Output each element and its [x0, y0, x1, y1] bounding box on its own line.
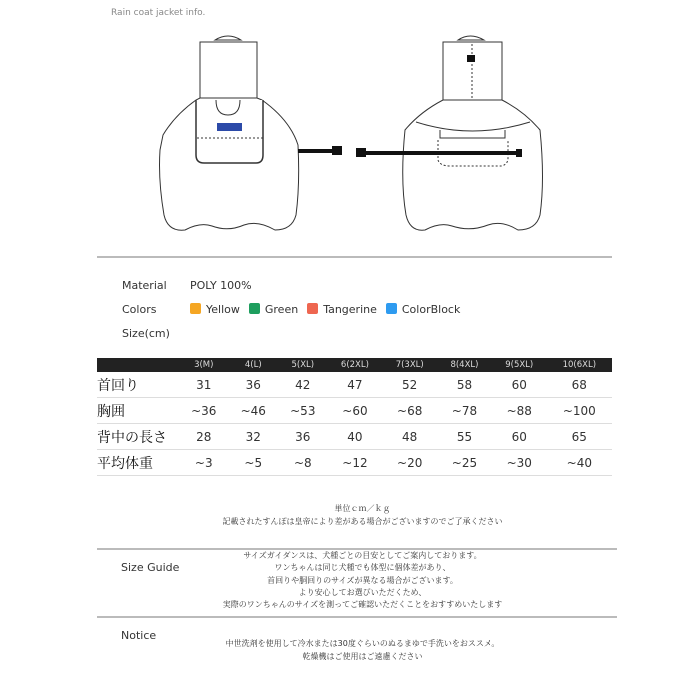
table-cell: ~20	[382, 450, 437, 476]
material-label: Material	[122, 279, 167, 292]
table-cell: ~30	[492, 450, 547, 476]
notice-text	[180, 637, 545, 663]
color-yellow	[190, 303, 240, 316]
size-label: Size(cm)	[122, 327, 170, 340]
disclaimer-text: 記載されたすんぽは皇帝により差がある場合がございますのでご了承ください	[222, 516, 503, 526]
color-name: Tangerine	[323, 303, 377, 316]
table-cell: 65	[547, 424, 612, 450]
divider	[97, 256, 612, 258]
table-cell: ~78	[437, 398, 492, 424]
guide-line: ワンちゃんは同じ犬種でも体型に個体差があり、	[274, 563, 451, 573]
table-cell: ~88	[492, 398, 547, 424]
divider	[97, 616, 617, 618]
row-label: 胸囲	[97, 398, 179, 424]
column-header: 5(XL)	[278, 358, 328, 372]
color-name: Yellow	[206, 303, 240, 316]
table-cell: ~68	[382, 398, 437, 424]
table-cell: 36	[278, 424, 328, 450]
raincoat-illustration	[0, 0, 700, 250]
table-cell: ~25	[437, 450, 492, 476]
table-cell: 68	[547, 372, 612, 398]
table-row	[97, 424, 612, 450]
colors-label: Colors	[122, 303, 157, 316]
back-view-icon	[356, 36, 543, 230]
page-title: Rain coat jacket info.	[111, 8, 206, 18]
table-cell: ~8	[278, 450, 328, 476]
table-cell: ~3	[179, 450, 229, 476]
table-header	[97, 358, 612, 372]
table-row	[97, 450, 612, 476]
table-cell: 60	[492, 372, 547, 398]
table-cell: 40	[328, 424, 383, 450]
column-header: 10(6XL)	[547, 358, 612, 372]
guide-line: より安心してお選びいただくため、	[298, 587, 427, 597]
table-cell: 58	[437, 372, 492, 398]
size-guide-label: Size Guide	[121, 561, 180, 574]
row-label: 背中の長さ	[97, 424, 179, 450]
column-header: 3(M)	[179, 358, 229, 372]
color-name: ColorBlock	[401, 303, 461, 316]
table-cell: ~5	[229, 450, 279, 476]
guide-line: 実際のワンちゃんのサイズを測ってご確認いただくことをおすすめいたします	[222, 600, 503, 610]
table-cell: ~46	[229, 398, 279, 424]
column-header: 4(L)	[229, 358, 279, 372]
tangerine-swatch-icon	[307, 303, 318, 314]
notice-line: 中世洗剤を使用して冷水または30度ぐらいのぬるまゆで手洗いをおススメ。	[225, 639, 500, 648]
table-cell: ~12	[328, 450, 383, 476]
table-cell: 47	[328, 372, 383, 398]
notice-line: 乾燥機はご使用はご遠慮ください	[302, 652, 423, 661]
header-blank	[97, 358, 179, 372]
color-colorblock	[386, 303, 460, 316]
notice-label: Notice	[121, 629, 157, 642]
table-row	[97, 372, 612, 398]
column-header: 7(3XL)	[382, 358, 437, 372]
green-swatch-icon	[249, 303, 260, 314]
table-cell: 55	[437, 424, 492, 450]
colorblock-swatch-icon	[386, 303, 397, 314]
table-row	[97, 398, 612, 424]
guide-line: 首回りや胴回りのサイズが異なる場合がございます。	[267, 575, 458, 585]
color-list	[190, 303, 460, 316]
table-cell: 52	[382, 372, 437, 398]
table-cell: 31	[179, 372, 229, 398]
table-cell: 28	[179, 424, 229, 450]
column-header: 9(5XL)	[492, 358, 547, 372]
table-cell: 42	[278, 372, 328, 398]
table-cell: 48	[382, 424, 437, 450]
table-cell: ~40	[547, 450, 612, 476]
size-guide-text	[180, 550, 545, 611]
material-value: POLY 100%	[190, 279, 252, 292]
color-name: Green	[264, 303, 299, 316]
unit-text: 単位ｃｍ／ｋｇ	[334, 504, 391, 513]
guide-line: サイズガイダンスは、犬種ごとの目安としてご案内しております。	[243, 551, 482, 560]
table-cell: ~36	[179, 398, 229, 424]
yellow-swatch-icon	[190, 303, 201, 314]
table-cell: ~100	[547, 398, 612, 424]
table-cell: 32	[229, 424, 279, 450]
table-cell: 36	[229, 372, 279, 398]
row-label: 平均体重	[97, 450, 179, 476]
table-cell: 60	[492, 424, 547, 450]
column-header: 6(2XL)	[328, 358, 383, 372]
row-label: 首回り	[97, 372, 179, 398]
table-cell: ~60	[328, 398, 383, 424]
color-tangerine	[307, 303, 377, 316]
column-header: 8(4XL)	[437, 358, 492, 372]
front-view-icon	[160, 36, 343, 230]
size-table	[97, 358, 612, 476]
unit-note	[100, 503, 625, 528]
color-green	[249, 303, 298, 316]
table-cell: ~53	[278, 398, 328, 424]
